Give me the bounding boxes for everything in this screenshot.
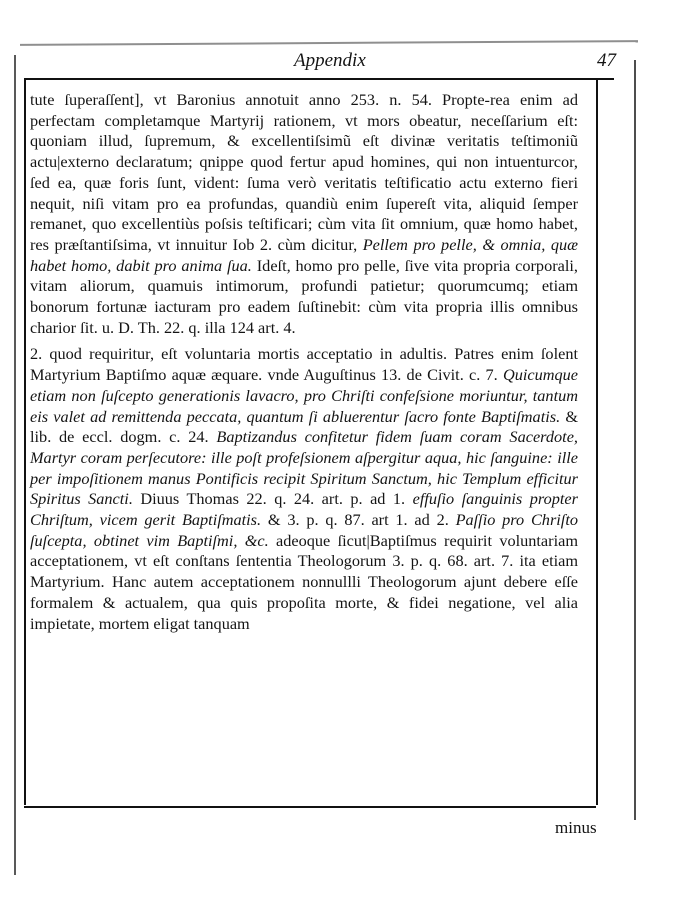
paragraph-2 bbox=[30, 344, 578, 634]
body-text bbox=[30, 90, 578, 634]
page-right-edge bbox=[634, 60, 636, 820]
running-head: Appendix bbox=[294, 50, 366, 71]
page-number: 47 bbox=[597, 50, 616, 71]
paragraph-1 bbox=[30, 90, 578, 338]
footer-rule bbox=[24, 806, 596, 808]
page-header bbox=[24, 50, 616, 76]
page-left-edge bbox=[14, 55, 16, 875]
text-run: Ideſt, homo pro pelle, ſive vita propria corporali, vitam aliorum, quamuis intimorum, profundi patietur; quorumcumq; etiam bonorum fortunæ iacturam pro eadem ſuſtinebit: cùm vita propria illis omnibus charior ſit. u. D. Th. 22. q. illa 124 art. 4. bbox=[30, 255, 578, 337]
italic-quotation: Baptizandus confitetur fidem ſuam coram Sacerdote, Martyr coram perſecutore: ille poſt profeſsionem aſpergitur aqua, hic ſanguine: ille per impoſitionem manus Pontificis recipit Spiritum Sanctum, hic Templum efficitur Spiritus Sancti. bbox=[30, 427, 579, 509]
text-run: tute ſuperaſſent], vt Baronius annotuit anno 253. n. 54. Propte-rea enim ad perfectam completamque Martyrij rationem, vt mors obeatur, neceſſarium eſt: quoniam illud, ſupremum, & excellentiſsimũ eſt divinæ veritatis teſtimoniũ actu|externo declaratum; qnippe quod fertur apud homines, qui non intuenturcor, ſed ea, quæ foris ſunt, vident: ſuma verò veritatis teſtificatio actu externo fieri nequit, niſi vitam pro ea profundas, quandiù enim ſupereſt vita, aliquid ſemper remanet, quo excellentiùs poſsis teſtificari; cùm vita ſit omnium, quæ homo habet, res præſtantiſsima, vt innuitur Iob 2. cùm dicitur, bbox=[30, 90, 578, 254]
text-run: & 3. p. q. 87. art 1. ad 2. bbox=[261, 510, 456, 530]
italic-quotation: Paſſio pro Chriſto ſuſcepta, obtinet vim Baptiſmi, &c. bbox=[30, 510, 578, 550]
italic-quotation: effuſio ſanguinis propter Chriſtum, vicem gerit Baptiſmatis. bbox=[30, 489, 578, 530]
italic-quotation: Quicumque etiam non ſuſcepto generationis lavacro, pro Chriſti confeſsione moriuntur, tantum eis valet ad remittenda peccata, quantum ſi abluerentur ſacro fonte Baptiſmatis. bbox=[30, 365, 578, 426]
text-run: adeoque ſicut|Baptiſmus requirit voluntariam acceptationem, vt eſt conſtans ſententia Theologorum 3. p. q. 68. art. 7. ita etiam Martyrium. Hanc autem acceptationem nonnullli Theologorum ajunt debere eſſe formalem & actualem, qua quis propoſita morte, & fidei negatione, vel alia impietate, mortem eligat tanquam bbox=[30, 530, 578, 633]
text-run: Diuus Thomas 22. q. 24. art. p. ad 1. bbox=[132, 489, 413, 509]
italic-quotation: Pellem pro pelle, & omnia, quæ habet homo, dabit pro anima ſua. bbox=[30, 234, 579, 275]
text-run: & lib. de eccl. dogm. c. 24. bbox=[30, 406, 578, 447]
catchword: minus bbox=[555, 818, 597, 837]
page-top-edge bbox=[20, 40, 638, 46]
text-run: 2. quod requiritur, eſt voluntaria mortis acceptatio in adultis. Patres enim ſolent Martyrium Baptiſmo aquæ æquare. vnde Auguſtinus 13. de Civit. c. 7. bbox=[30, 344, 578, 385]
